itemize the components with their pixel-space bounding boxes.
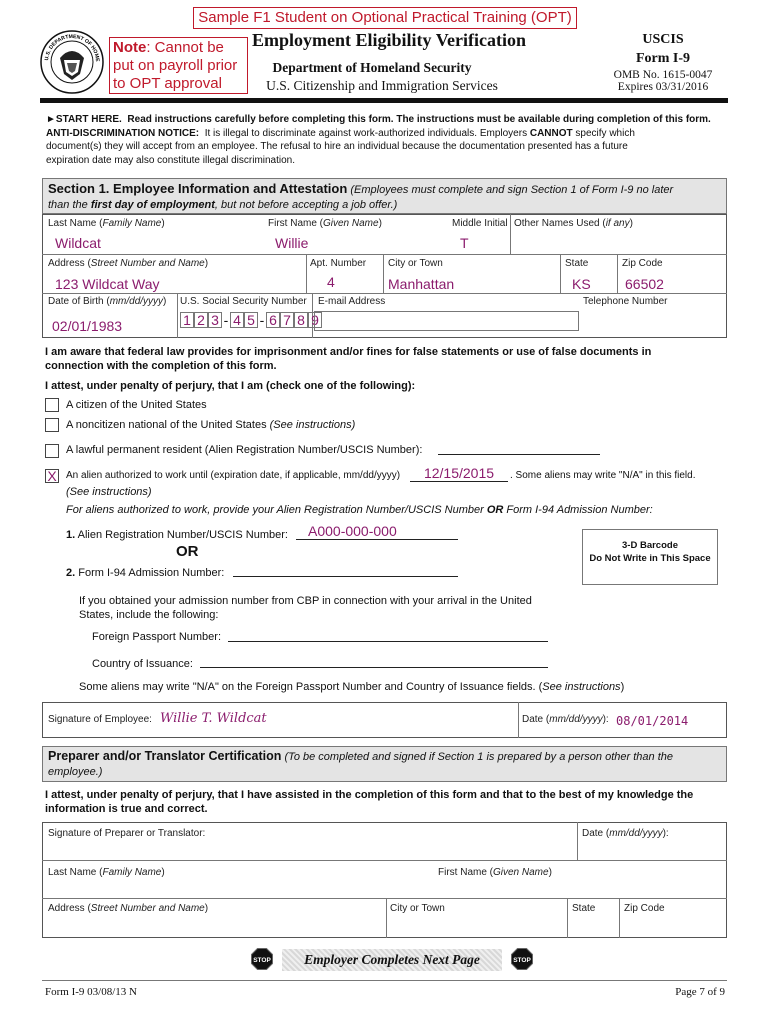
passport-input[interactable] — [228, 641, 548, 642]
ssn-digit[interactable]: 1 — [180, 312, 194, 328]
zip-input[interactable]: 66502 — [625, 276, 664, 292]
section1-header — [42, 178, 727, 214]
preparer-city-input[interactable] — [390, 918, 560, 934]
noncitizen-label: A noncitizen national of the United States (See instructions) — [66, 419, 356, 431]
preparer-last-name-label: Last Name (Family Name) — [48, 867, 165, 878]
stop-icon — [511, 948, 533, 970]
first-name-input[interactable]: Willie — [275, 235, 309, 251]
dhs-seal — [40, 30, 104, 94]
for-aliens-instruction: For aliens authorized to work, provide your Alien Registration Number/USCIS Number OR Form I-94 Admission Number: — [66, 504, 653, 516]
employee-signature-label: Signature of Employee: — [48, 714, 152, 725]
ssn-label: U.S. Social Security Number — [180, 296, 307, 307]
preparer-address-input[interactable] — [48, 918, 378, 934]
apt-label: Apt. Number — [310, 258, 367, 269]
form-number: Form I-9 — [635, 51, 691, 66]
sample-banner: Sample F1 Student on Optional Practical Training (OPT) — [193, 7, 577, 29]
footer-form-id: Form I-9 03/08/13 N — [45, 986, 137, 998]
state-input[interactable]: KS — [572, 276, 591, 292]
country-input[interactable] — [200, 667, 548, 668]
employer-next-page-banner: Employer Completes Next Page — [282, 949, 502, 971]
ssn-digit[interactable]: 4 — [230, 312, 244, 328]
section1-subtitle2b: first day of employment — [90, 199, 215, 211]
awareness-statement — [45, 346, 735, 373]
section1-subtitle2c: , but not before accepting a job offer.) — [214, 199, 398, 211]
aware-line1: I am aware that federal law provides for imprisonment and/or fines for false statements or use of false documents in — [45, 346, 652, 358]
zip-label: Zip Code — [622, 258, 663, 269]
footer-rule — [42, 980, 727, 981]
ssn-dash: - — [223, 312, 229, 328]
section1-subtitle2a: than the — [48, 199, 88, 211]
alien-label: An alien authorized to work until (expiration date, if applicable, mm/dd/yyyy) — [66, 470, 401, 481]
expiry: Expires 03/31/2016 — [617, 81, 709, 93]
passport-label: Foreign Passport Number: — [92, 631, 221, 643]
city-input[interactable]: Manhattan — [388, 276, 455, 292]
omb-number: OMB No. 1615-0047 — [613, 69, 713, 81]
email-input[interactable] — [314, 311, 579, 331]
lpr-checkbox[interactable] — [45, 444, 59, 458]
mi-label: Middle Initial — [452, 218, 508, 229]
note-title: Note — [113, 39, 147, 56]
address-input[interactable]: 123 Wildcat Way — [55, 276, 160, 292]
mi-input[interactable]: T — [460, 235, 469, 251]
preparer-header — [42, 746, 727, 782]
ssn-digit[interactable]: 9 — [308, 312, 322, 328]
preparer-signature-input[interactable] — [48, 842, 573, 858]
footer-page-number: Page 7 of 9 — [675, 986, 725, 998]
alien-see-instructions: (See instructions) — [66, 486, 152, 498]
last-name-input[interactable]: Wildcat — [55, 235, 101, 251]
alien-na-note: . Some aliens may write "N/A" in this field. — [510, 470, 696, 481]
preparer-first-name-input[interactable] — [438, 880, 718, 896]
employee-date-label: Date (mm/dd/yyyy): — [522, 714, 609, 725]
uscis-label: USCIS — [642, 32, 684, 47]
preparer-subtitle2: employee.) — [48, 766, 103, 778]
address-label: Address (Street Number and Name) — [48, 258, 209, 269]
header-rule — [40, 98, 728, 103]
preparer-signature-label: Signature of Preparer or Translator: — [48, 828, 206, 839]
preparer-date-label: Date (mm/dd/yyyy): — [582, 828, 669, 839]
seal-ring-text: U.S. DEPARTMENT OF HOME — [44, 33, 101, 62]
phone-label: Telephone Number — [583, 296, 668, 307]
barcode-box — [582, 529, 718, 585]
stop-icon-label: STOP — [253, 957, 271, 964]
barcode-title: 3-D Barcode — [622, 540, 678, 551]
ssn-digit[interactable]: 3 — [208, 312, 222, 328]
anti-text2: specify which — [575, 127, 635, 139]
preparer-date-input[interactable] — [582, 842, 722, 858]
anti-title: ANTI-DISCRIMINATION NOTICE: — [46, 127, 200, 139]
barcode-note: Do Not Write in This Space — [589, 553, 711, 564]
section1-title: Section 1. Employee Information and Attestation — [48, 181, 348, 196]
preparer-zip-label: Zip Code — [624, 903, 665, 914]
start-text: Read instructions carefully before completing this form. The instructions must be available during completion of this form. — [127, 114, 711, 125]
preparer-zip-input[interactable] — [624, 918, 724, 934]
preparer-attest — [45, 789, 735, 816]
preparer-attest1: I attest, under penalty of perjury, that I have assisted in the completion of this form and that to the best of my knowledge the — [45, 789, 694, 801]
citizen-label: A citizen of the United States — [66, 399, 207, 411]
ssn-digit[interactable]: 7 — [280, 312, 294, 328]
cbp-line1: If you obtained your admission number from CBP in connection with your arrival in the United — [79, 595, 532, 607]
apt-input[interactable]: 4 — [327, 274, 335, 290]
ssn-dash: - — [259, 312, 265, 328]
start-arrow: ► — [46, 114, 56, 125]
lpr-label: A lawful permanent resident (Alien Registration Number/USCIS Number): — [66, 444, 423, 456]
noncitizen-checkbox[interactable] — [45, 418, 59, 432]
other-names-input[interactable] — [512, 232, 726, 252]
preparer-subtitle: (To be completed and signed if Section 1 is prepared by a person other than the — [284, 751, 673, 763]
i94-number-input[interactable] — [233, 576, 458, 577]
city-label: City or Town — [388, 258, 443, 269]
ssn-input[interactable] — [180, 312, 322, 328]
anti-text1: It is illegal to discriminate against work-authorized individuals. Employers — [204, 127, 528, 139]
note-line3: to OPT approval — [113, 75, 222, 92]
section1-subtitle1: (Employees must complete and sign Section 1 of Form I-9 no later — [350, 184, 674, 196]
na-note: Some aliens may write "N/A" on the Foreign Passport Number and Country of Issuance fields. (See instructions) — [79, 681, 625, 693]
preparer-first-name-label: First Name (Given Name) — [438, 867, 552, 878]
other-names-label: Other Names Used (if any) — [514, 218, 633, 229]
preparer-state-input[interactable] — [572, 918, 616, 934]
dob-label: Date of Birth (mm/dd/yyyy) — [48, 296, 167, 307]
preparer-title: Preparer and/or Translator Certification — [48, 749, 282, 763]
state-label: State — [565, 258, 589, 269]
employee-signature[interactable]: Willie T. Wildcat — [160, 711, 267, 726]
or-separator: OR — [176, 543, 199, 560]
anti-line3: expiration date may also constitute illegal discrimination. — [46, 154, 296, 166]
start-here: START HERE. — [55, 114, 122, 125]
alien-number-input[interactable]: A000-000-000 — [296, 523, 458, 540]
ssn-digit[interactable]: 2 — [194, 312, 208, 328]
ssn-digit[interactable]: 8 — [294, 312, 308, 328]
stop-icon — [251, 948, 273, 970]
opt-note-box — [109, 37, 248, 94]
stop-icon-label: STOP — [513, 957, 531, 964]
country-label: Country of Issuance: — [92, 658, 193, 670]
lpr-number-input[interactable] — [438, 454, 600, 455]
first-name-label: First Name (Given Name) — [268, 218, 382, 229]
aware-line2: connection with the completion of this form. — [45, 359, 277, 372]
form-id-block — [598, 32, 728, 93]
email-label: E-mail Address — [318, 296, 386, 307]
form-title: Employment Eligibility Verification — [252, 30, 527, 50]
last-name-label: Last Name (Family Name) — [48, 218, 165, 229]
attest-statement: I attest, under penalty of perjury, that I am (check one of the following): — [45, 380, 416, 392]
preparer-city-label: City or Town — [390, 903, 445, 914]
ssn-digit[interactable]: 5 — [244, 312, 258, 328]
item2-label: 2. Form I-94 Admission Number: — [66, 567, 225, 579]
alien-expiration-input[interactable]: 12/15/2015 — [410, 465, 508, 482]
note-line1: : Cannot be — [146, 39, 224, 56]
note-line2: put on payroll prior — [113, 57, 238, 74]
preparer-last-name-input[interactable] — [48, 880, 378, 896]
agency: U.S. Citizenship and Immigration Services — [266, 78, 498, 93]
anti-line2: document(s) they will accept from an employee. The refusal to hire an individual because the documentation presented has a future — [46, 141, 628, 152]
department: Department of Homeland Security — [272, 60, 472, 75]
intro — [46, 113, 736, 167]
preparer-address-label: Address (Street Number and Name) — [48, 903, 209, 914]
preparer-attest2: information is true and correct. — [45, 802, 208, 815]
dob-input[interactable]: 02/01/1983 — [52, 318, 123, 334]
item1-label: 1. Alien Registration Number/USCIS Number: — [66, 529, 288, 541]
preparer-state-label: State — [572, 903, 596, 914]
cbp-instruction — [79, 594, 639, 622]
phone-input[interactable] — [582, 311, 725, 331]
citizen-checkbox[interactable] — [45, 398, 59, 412]
employee-date-input[interactable]: 08/01/2014 — [616, 714, 689, 728]
alien-checkbox[interactable]: X — [45, 469, 59, 483]
cbp-line2: States, include the following: — [79, 609, 219, 621]
ssn-digit[interactable]: 6 — [266, 312, 280, 328]
anti-cannot: CANNOT — [529, 127, 573, 139]
